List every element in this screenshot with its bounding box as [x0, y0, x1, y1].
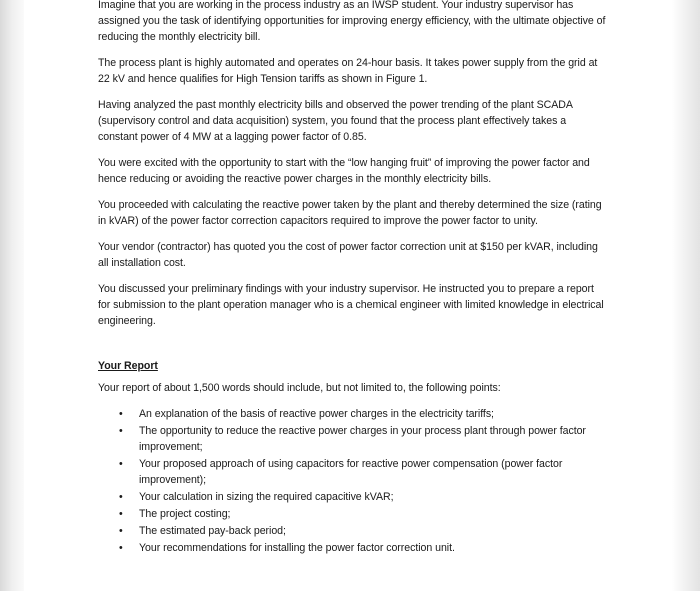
bullet-icon: • [119, 458, 123, 470]
bullet-icon: • [119, 491, 123, 503]
list-item-text: Your recommendations for installing the power factor correction unit. [139, 542, 455, 554]
bullet-icon: • [119, 525, 123, 537]
list-item [119, 456, 608, 488]
list-item-text: Your proposed approach of using capacitors for reactive power compensation (power factor improvement); [139, 458, 563, 486]
bullet-icon: • [119, 542, 123, 554]
list-item [119, 489, 608, 505]
paragraph-opportunity: You were excited with the opportunity to start with the “low hanging fruit” of improving the power factor and hence reducing or avoiding the reactive power charges in the monthly electricity bills. [98, 157, 590, 185]
list-item [119, 540, 608, 556]
list-item-text: The opportunity to reduce the reactive power charges in your process plant through power factor improvement; [139, 425, 586, 453]
paragraph-plant-supply: The process plant is highly automated and operates on 24-hour basis. It takes power supply from the grid at 22 kV and hence qualifies for High Tension tariffs as shown in Figure 1. [98, 57, 598, 85]
report-intro: Your report of about 1,500 words should include, but not limited to, the following points: [98, 382, 501, 394]
list-item-text: An explanation of the basis of reactive power charges in the electricity tariffs; [139, 408, 494, 420]
report-points-list [98, 406, 608, 556]
list-item-text: Your calculation in sizing the required capacitive kVAR; [139, 491, 394, 503]
paragraph-calculation: You proceeded with calculating the reactive power taken by the plant and thereby determined the size (rating in kVAR) of the power factor correction capacitors required to improve the power factor to unity. [98, 199, 602, 227]
report-heading: Your Report [98, 360, 158, 372]
paragraph-vendor-quote: Your vendor (contractor) has quoted you the cost of power factor correction unit at $150 per kVAR, including all installation cost. [98, 241, 598, 269]
list-item [119, 506, 608, 522]
bullet-icon: • [119, 508, 123, 520]
list-item-text: The project costing; [139, 508, 231, 520]
list-item [119, 406, 608, 422]
paragraph-analysis: Having analyzed the past monthly electricity bills and observed the power trending of the plant SCADA (supervisory control and data acquisition) system, you found that the process plant effectively takes a constant power of 4 MW at a lagging power factor of 0.85. [98, 99, 573, 143]
list-item [119, 523, 608, 539]
document-body [98, 0, 608, 557]
list-item [119, 423, 608, 455]
bullet-icon: • [119, 408, 123, 420]
bullet-icon: • [119, 425, 123, 437]
list-item-text: The estimated pay-back period; [139, 525, 286, 537]
page-left-edge-shadow [0, 0, 24, 591]
paragraph-supervisor: You discussed your preliminary findings with your industry supervisor. He instructed you to prepare a report for submission to the plant operation manager who is a chemical engineer with limited knowledge in electrical engineering. [98, 283, 604, 327]
page-right-edge-shadow [672, 0, 700, 591]
paragraph-intro: Imagine that you are working in the process industry as an IWSP student. Your industry supervisor has assigned you the task of identifying opportunities for improving energy efficiency, with the ultimate objective of reducing the monthly electricity bill. [98, 0, 606, 43]
